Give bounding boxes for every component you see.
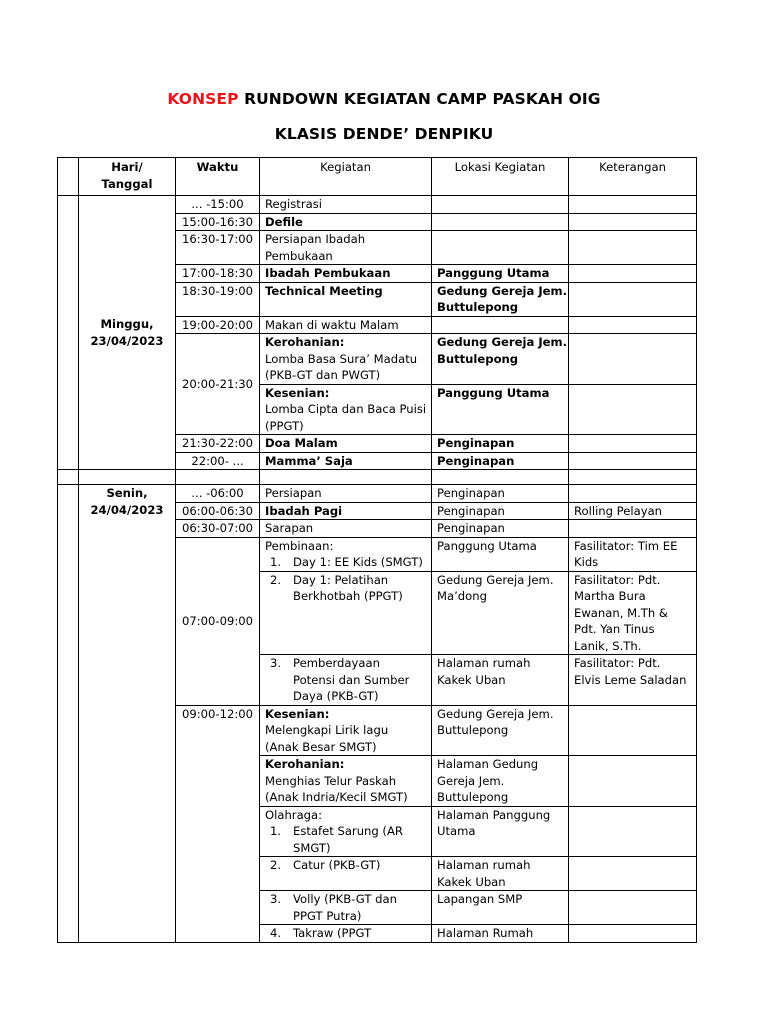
header-waktu: Waktu bbox=[176, 158, 260, 196]
activity-cell: Mamma’ Saja bbox=[260, 452, 432, 470]
location-cell: Panggung Utama bbox=[432, 265, 569, 283]
location-line: Ma’dong bbox=[437, 589, 487, 603]
location-cell: Penginapan bbox=[432, 502, 569, 520]
time-cell: 21:30-22:00 bbox=[176, 435, 260, 453]
blank-cell bbox=[176, 470, 260, 485]
note-line: Fasilitator: Pdt. bbox=[574, 572, 661, 587]
item-number: 2. bbox=[270, 572, 282, 587]
time-cell: 06:30-07:00 bbox=[176, 520, 260, 538]
day-label-line1: Minggu, bbox=[100, 317, 154, 331]
title-rest: RUNDOWN KEGIATAN CAMP PASKAH OIG bbox=[238, 90, 601, 108]
item-text bbox=[293, 572, 403, 605]
activity-cell: Registrasi bbox=[260, 196, 432, 214]
title-prefix: KONSEP bbox=[167, 90, 239, 108]
numbered-item bbox=[265, 891, 426, 924]
item-line: Estafet Sarung (AR bbox=[293, 824, 403, 838]
location-line: Halaman rumah bbox=[437, 656, 531, 670]
item-text: Takraw (PPGT bbox=[293, 926, 372, 940]
location-line: Utama bbox=[437, 824, 476, 838]
time-cell: 09:00-12:00 bbox=[176, 705, 260, 942]
activity-cell bbox=[260, 925, 432, 943]
header-hari bbox=[79, 158, 176, 196]
activity-cell bbox=[260, 857, 432, 891]
numbered-item bbox=[265, 823, 426, 856]
activity-heading: Kerohanian: bbox=[265, 757, 345, 771]
numbered-item bbox=[265, 925, 426, 942]
item-line: Day 1: Pelatihan bbox=[293, 572, 389, 587]
activity-cell: Persiapan bbox=[260, 485, 432, 503]
location-line: Buttulepong bbox=[437, 300, 519, 314]
time-cell: 18:30-19:00 bbox=[176, 282, 260, 316]
activity-cell bbox=[260, 537, 432, 571]
item-text bbox=[293, 655, 409, 705]
activity-cell bbox=[260, 705, 432, 756]
location-cell bbox=[432, 334, 569, 385]
location-cell bbox=[432, 231, 569, 265]
location-cell bbox=[432, 705, 569, 756]
item-number: 1. bbox=[270, 824, 282, 838]
location-cell: Penginapan bbox=[432, 520, 569, 538]
note-cell bbox=[569, 655, 697, 706]
item-text: Day 1: EE Kids (SMGT) bbox=[293, 555, 423, 569]
note-line: Kids bbox=[574, 555, 599, 569]
note-line: Fasilitator: Tim EE bbox=[574, 538, 678, 553]
header-keterangan: Keterangan bbox=[569, 158, 697, 196]
blank-cell bbox=[260, 470, 432, 485]
note-cell bbox=[569, 891, 697, 925]
activity-line: (PPGT) bbox=[265, 418, 304, 433]
note-cell bbox=[569, 485, 697, 503]
activity-line: Persiapan Ibadah bbox=[265, 232, 366, 246]
note-cell bbox=[569, 282, 697, 316]
item-number: 1. bbox=[270, 555, 282, 569]
time-cell: 17:00-18:30 bbox=[176, 265, 260, 283]
location-cell: Panggung Utama bbox=[432, 384, 569, 435]
note-cell bbox=[569, 925, 697, 943]
activity-line: (Anak Indria/Kecil SMGT) bbox=[265, 790, 408, 804]
blank-cell bbox=[432, 470, 569, 485]
location-cell bbox=[432, 756, 569, 807]
numbered-item bbox=[265, 857, 426, 874]
numbered-item bbox=[265, 554, 426, 571]
location-cell bbox=[432, 196, 569, 214]
blank-cell bbox=[58, 485, 79, 943]
activity-cell: Doa Malam bbox=[260, 435, 432, 453]
day-label-line1: Senin, bbox=[106, 486, 148, 500]
activity-heading: Kesenian: bbox=[265, 706, 330, 721]
location-line: Kakek Uban bbox=[437, 672, 506, 687]
activity-cell: Defile bbox=[260, 213, 432, 231]
location-cell bbox=[432, 571, 569, 655]
item-number: 4. bbox=[270, 926, 282, 940]
blank-cell bbox=[58, 470, 79, 485]
day-label bbox=[79, 485, 176, 943]
note-line: Elvis Leme Saladan bbox=[574, 672, 687, 687]
time-cell: 22:00- ... bbox=[176, 452, 260, 470]
time-cell: 06:00-06:30 bbox=[176, 502, 260, 520]
activity-line: Lomba Cipta dan Baca Puisi bbox=[265, 402, 427, 416]
note-cell bbox=[569, 806, 697, 857]
day-label-line2: 24/04/2023 bbox=[90, 502, 164, 517]
note-line: Lanik, S.Th. bbox=[574, 638, 642, 653]
activity-cell: Ibadah Pembukaan bbox=[260, 265, 432, 283]
location-line: Gedung Gereja Jem. bbox=[437, 706, 554, 721]
activity-heading: Kesenian: bbox=[265, 385, 330, 400]
time-cell: ... -06:00 bbox=[176, 485, 260, 503]
item-line: Volly (PKB-GT dan bbox=[293, 892, 397, 906]
item-line: SMGT) bbox=[293, 840, 331, 855]
item-line: Daya (PKB-GT) bbox=[293, 689, 379, 703]
activity-cell bbox=[260, 655, 432, 706]
location-line: Halaman rumah bbox=[437, 858, 531, 872]
note-cell bbox=[569, 857, 697, 891]
activity-heading: Olahraga: bbox=[265, 807, 323, 822]
item-line: Potensi dan Sumber bbox=[293, 672, 410, 687]
note-line: Ewanan, M.Th & bbox=[574, 605, 668, 620]
location-line: Buttulepong bbox=[437, 790, 509, 804]
note-cell bbox=[569, 705, 697, 756]
location-cell: Penginapan bbox=[432, 435, 569, 453]
item-number: 3. bbox=[270, 656, 282, 670]
activity-heading: Pembinaan: bbox=[265, 538, 334, 553]
blank-cell bbox=[569, 470, 697, 485]
note-cell bbox=[569, 316, 697, 334]
header-lokasi: Lokasi Kegiatan bbox=[432, 158, 569, 196]
item-line: PPGT Putra) bbox=[293, 908, 362, 923]
header-kegiatan: Kegiatan bbox=[260, 158, 432, 196]
item-line: Berkhotbah (PPGT) bbox=[293, 589, 403, 603]
activity-cell bbox=[260, 571, 432, 655]
note-cell bbox=[569, 213, 697, 231]
activity-cell: Sarapan bbox=[260, 520, 432, 538]
activity-line: Pembukaan bbox=[265, 248, 333, 263]
location-line: Buttulepong bbox=[437, 351, 519, 366]
activity-cell: Ibadah Pagi bbox=[260, 502, 432, 520]
location-cell: Panggung Utama bbox=[432, 537, 569, 571]
day-label-line2: 23/04/2023 bbox=[90, 333, 164, 348]
item-number: 3. bbox=[270, 892, 282, 906]
location-cell: Penginapan bbox=[432, 485, 569, 503]
activity-line: Menghias Telur Paskah bbox=[265, 773, 397, 788]
rundown-table bbox=[57, 157, 697, 943]
location-cell: Lapangan SMP bbox=[432, 891, 569, 925]
location-cell bbox=[432, 857, 569, 891]
location-line: Gedung Gereja Jem. bbox=[437, 572, 554, 587]
item-text bbox=[293, 891, 397, 924]
item-text bbox=[293, 823, 403, 856]
time-cell: 19:00-20:00 bbox=[176, 316, 260, 334]
location-line: Halaman Panggung bbox=[437, 807, 551, 822]
blank-cell bbox=[79, 470, 176, 485]
spacer-row bbox=[58, 470, 697, 485]
document-title bbox=[0, 90, 768, 108]
activity-cell bbox=[260, 334, 432, 385]
note-cell bbox=[569, 537, 697, 571]
header-hari-line1: Hari/ bbox=[111, 160, 143, 174]
activity-line: (PKB-GT dan PWGT) bbox=[265, 368, 381, 382]
numbered-item bbox=[265, 572, 426, 605]
note-cell bbox=[569, 265, 697, 283]
location-cell bbox=[432, 806, 569, 857]
note-line: Martha Bura bbox=[574, 589, 646, 603]
activity-cell bbox=[260, 231, 432, 265]
activity-cell bbox=[260, 756, 432, 807]
location-cell: Halaman Rumah bbox=[432, 925, 569, 943]
item-text: Catur (PKB-GT) bbox=[293, 858, 381, 872]
activity-line: (Anak Besar SMGT) bbox=[265, 739, 377, 754]
note-cell bbox=[569, 571, 697, 655]
note-cell bbox=[569, 334, 697, 385]
time-cell: 20:00-21:30 bbox=[176, 334, 260, 435]
table-row bbox=[58, 196, 697, 214]
location-cell: Penginapan bbox=[432, 452, 569, 470]
blank-header-cell bbox=[58, 158, 79, 196]
location-line: Kakek Uban bbox=[437, 874, 506, 889]
note-cell bbox=[569, 452, 697, 470]
time-cell: ... -15:00 bbox=[176, 196, 260, 214]
location-cell bbox=[432, 282, 569, 316]
note-cell bbox=[569, 756, 697, 807]
note-cell: Rolling Pelayan bbox=[569, 502, 697, 520]
activity-heading: Kerohanian: bbox=[265, 335, 345, 349]
numbered-item bbox=[265, 655, 426, 705]
time-cell: 15:00-16:30 bbox=[176, 213, 260, 231]
day-label bbox=[79, 196, 176, 470]
item-line: Pemberdayaan bbox=[293, 656, 380, 670]
blank-cell bbox=[58, 196, 79, 470]
location-line: Halaman Gedung bbox=[437, 757, 539, 771]
item-number: 2. bbox=[270, 858, 282, 872]
location-cell bbox=[432, 655, 569, 706]
activity-cell bbox=[260, 891, 432, 925]
note-line: Pdt. Yan Tinus bbox=[574, 622, 655, 636]
location-cell bbox=[432, 213, 569, 231]
location-line: Buttulepong bbox=[437, 723, 509, 737]
note-cell bbox=[569, 520, 697, 538]
time-cell: 16:30-17:00 bbox=[176, 231, 260, 265]
note-line: Fasilitator: Pdt. bbox=[574, 656, 661, 670]
activity-cell: Technical Meeting bbox=[260, 282, 432, 316]
activity-cell: Makan di waktu Malam bbox=[260, 316, 432, 334]
note-cell bbox=[569, 231, 697, 265]
header-hari-line2: Tanggal bbox=[101, 176, 153, 191]
location-line: Gedung Gereja Jem. bbox=[437, 335, 567, 349]
location-cell bbox=[432, 316, 569, 334]
activity-line: Melengkapi Lirik lagu bbox=[265, 723, 389, 737]
location-line: Gedung Gereja Jem. bbox=[437, 283, 567, 298]
table-header-row bbox=[58, 158, 697, 196]
activity-cell bbox=[260, 384, 432, 435]
activity-line: Lomba Basa Sura’ Madatu bbox=[265, 351, 418, 366]
note-cell bbox=[569, 196, 697, 214]
location-line: Gereja Jem. bbox=[437, 773, 505, 788]
document-subtitle: KLASIS DENDE’ DENPIKU bbox=[274, 125, 494, 143]
time-cell: 07:00-09:00 bbox=[176, 537, 260, 705]
note-cell bbox=[569, 384, 697, 435]
note-cell bbox=[569, 435, 697, 453]
activity-cell bbox=[260, 806, 432, 857]
table-row bbox=[58, 485, 697, 503]
